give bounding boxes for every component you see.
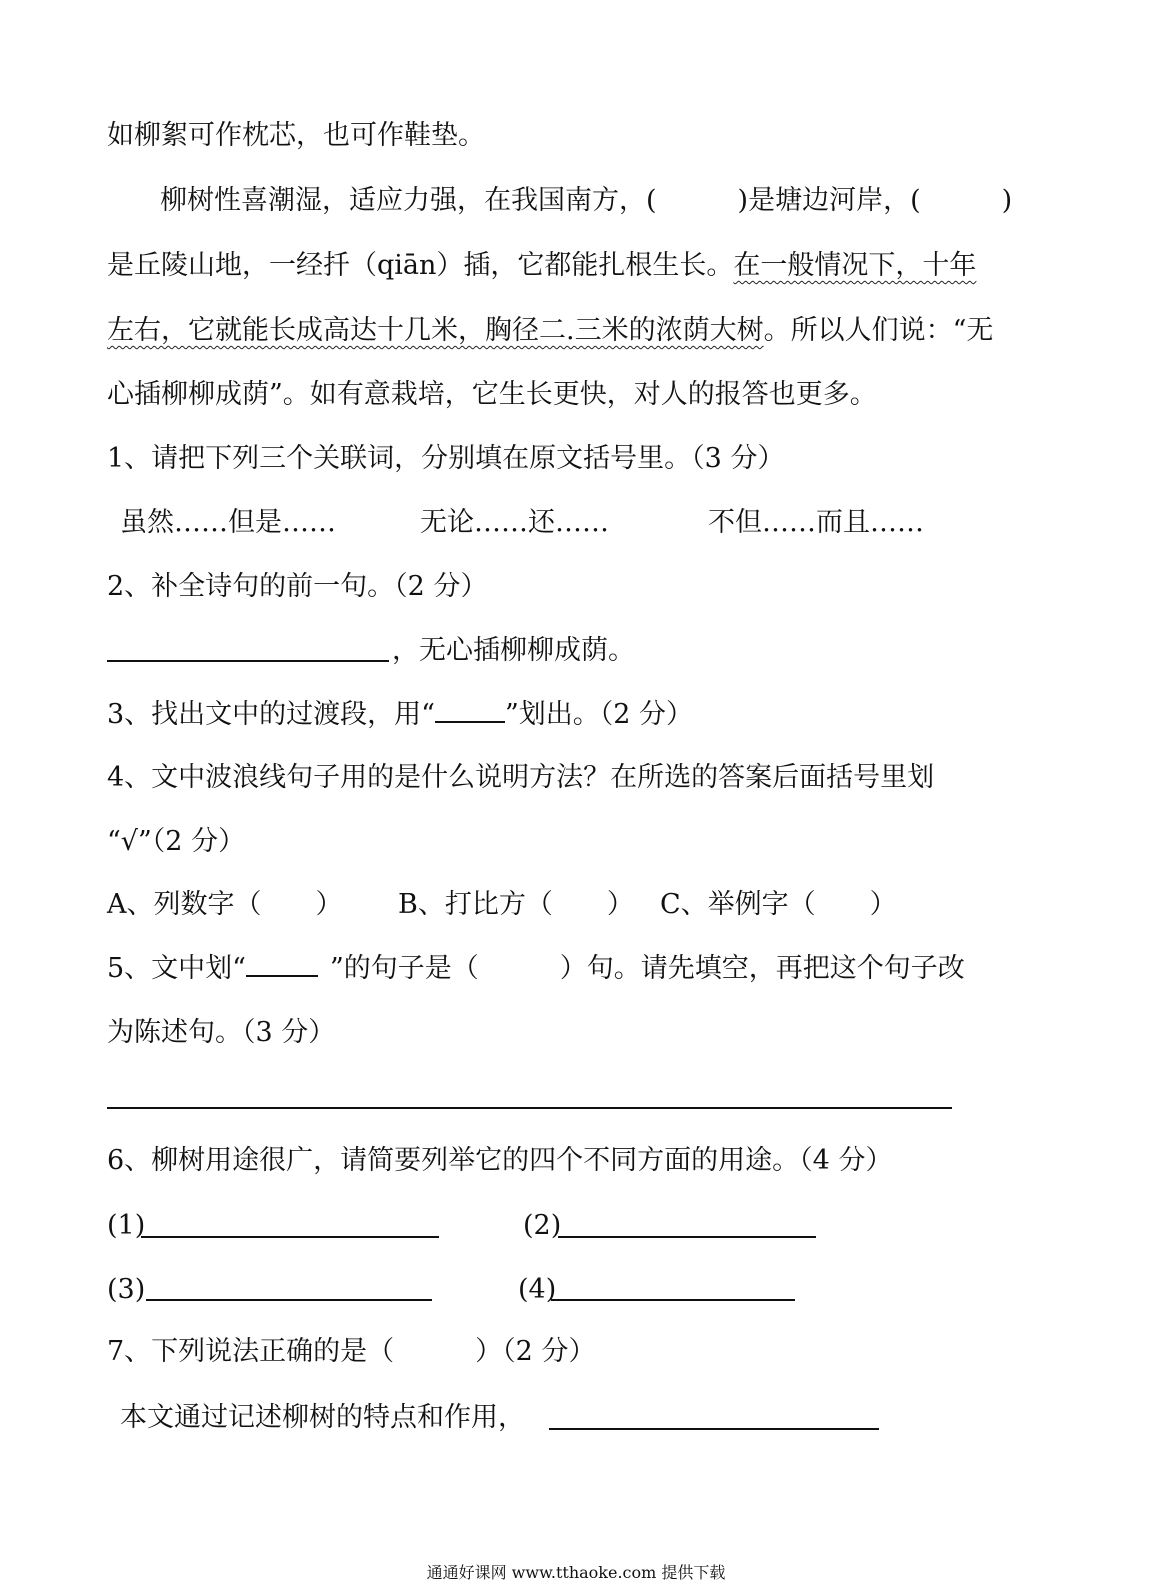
question-5-underline-sample xyxy=(246,951,318,977)
wavy-sentence-part-2: 左右，它就能长成高达十几米，胸径二.三米的浓荫大树 xyxy=(107,315,764,346)
wavy-sentence-part-1: 在一般情况下，十年 xyxy=(733,250,977,281)
passage-line-1: 如柳絮可作枕芯，也可作鞋垫。 xyxy=(107,120,485,151)
passage-paragraph-line-4: 心插柳柳成荫”。如有意栽培，它生长更快，对人的报答也更多。 xyxy=(107,379,877,410)
question-1-option-2: 无论……还…… xyxy=(420,507,609,538)
page-footer: 通通好课网 www.tthaoke.com 提供下载 xyxy=(426,1563,726,1582)
question-4-prompt: 4、文中波浪线句子用的是什么说明方法？在所选的答案后面括号里划 xyxy=(107,762,935,793)
question-1-option-3: 不但……而且…… xyxy=(708,507,924,538)
question-6-label-1: (1) xyxy=(107,1210,146,1241)
question-2-answer-line[interactable] xyxy=(107,660,389,662)
question-3-text-b: ”划出。（2 分） xyxy=(504,699,694,730)
question-3-prompt xyxy=(107,697,693,733)
question-1-option-1: 虽然……但是…… xyxy=(120,507,336,538)
question-5-text-a: 5、文中划“ xyxy=(107,953,246,984)
question-4-option-a[interactable]: A、列数字（ ） xyxy=(107,889,343,920)
question-7-statement: 本文通过记述柳树的特点和作用， xyxy=(120,1402,525,1433)
question-6-label-2: (2) xyxy=(523,1210,562,1241)
question-6-answer-line-4[interactable] xyxy=(551,1299,795,1301)
question-6-answer-line-2[interactable] xyxy=(558,1236,816,1238)
question-6-answer-line-1[interactable] xyxy=(141,1236,439,1238)
question-4-option-c[interactable]: C、举例字（ ） xyxy=(660,889,897,920)
question-6-label-4: (4) xyxy=(518,1274,557,1305)
question-5-answer-line[interactable] xyxy=(107,1107,952,1109)
passage-paragraph-line-1: 柳树性喜潮湿，适应力强，在我国南方，( )是塘边河岸，( ) xyxy=(160,185,1013,216)
passage-paragraph-line-3 xyxy=(107,313,993,349)
question-3-underline-sample xyxy=(435,697,505,723)
question-4-option-b[interactable]: B、打比方（ ） xyxy=(398,889,634,920)
question-6-answer-line-3[interactable] xyxy=(146,1299,432,1301)
question-2-answer-suffix: ，无心插柳柳成荫。 xyxy=(392,635,635,666)
question-4-prompt-cont: “√”（2 分） xyxy=(107,826,246,857)
question-3-text-a: 3、找出文中的过渡段，用“ xyxy=(107,699,435,730)
question-5-text-b: ”的句子是（ ）句。请先填空，再把这个句子改 xyxy=(329,953,965,984)
question-6-label-3: (3) xyxy=(107,1274,146,1305)
question-5-prompt xyxy=(107,951,965,987)
question-7-answer-line[interactable] xyxy=(549,1428,879,1430)
passage-text: 。所以人们说：“无 xyxy=(763,315,994,346)
question-7-prompt: 7、下列说法正确的是（ ）（2 分） xyxy=(107,1336,596,1367)
question-1-prompt: 1、请把下列三个关联词，分别填在原文括号里。（3 分） xyxy=(107,443,785,474)
passage-text: 是丘陵山地，一经扦（qiān）插，它都能扎根生长。 xyxy=(107,250,734,281)
question-6-prompt: 6、柳树用途很广，请简要列举它的四个不同方面的用途。（4 分） xyxy=(107,1145,893,1176)
question-5-prompt-cont: 为陈述句。（3 分） xyxy=(107,1017,336,1048)
question-2-prompt: 2、补全诗句的前一句。（2 分） xyxy=(107,571,488,602)
passage-paragraph-line-2 xyxy=(107,248,976,284)
